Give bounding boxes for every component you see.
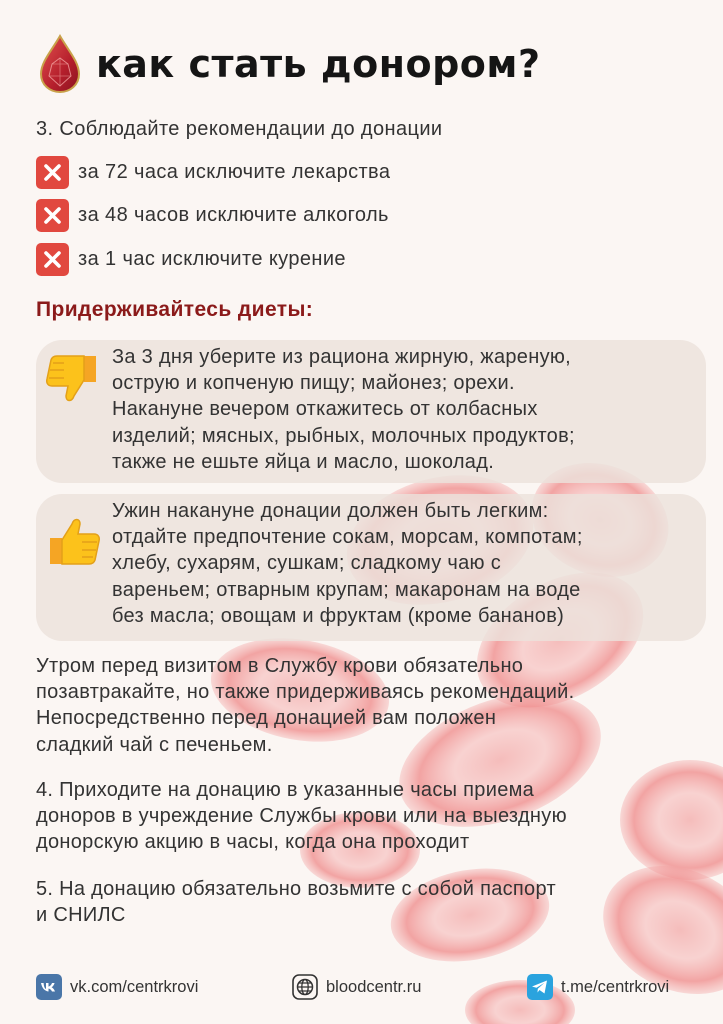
cross-icon	[36, 199, 69, 232]
diet-allowed-card	[36, 494, 706, 641]
step-5-paragraph: 5. На донацию обязательно возьмите с собой паспорт и СНИЛС	[36, 878, 556, 927]
footer-vk-text: vk.com/centrkrovi	[70, 977, 199, 996]
footer-telegram-link[interactable]	[527, 973, 669, 1001]
cross-icon	[36, 156, 69, 189]
thumbs-down-icon	[42, 348, 104, 410]
footer-website-text: bloodcentr.ru	[326, 977, 422, 996]
diet-allowed-text: Ужин накануне донации должен быть легким: отдайте предпочтение сокам, морсам, компотам; хлебу, сухарям, сушкам; сладкому чаю с вареньем; отварным крупам; макаронам на воде без масла; овощам и фруктам (кроме бананов)	[112, 500, 583, 627]
footer-telegram-text: t.me/centrkrovi	[561, 977, 670, 996]
restriction-text: за 48 часов исключите алкоголь	[78, 203, 389, 226]
restriction-item	[36, 198, 389, 232]
blood-drop-icon	[38, 34, 82, 94]
page-header	[38, 34, 541, 94]
diet-avoid-card	[36, 340, 706, 483]
diet-heading: Придерживайтесь диеты:	[36, 298, 314, 321]
footer-website-link[interactable]	[292, 973, 421, 1001]
restriction-item	[36, 242, 346, 276]
vk-icon	[36, 974, 62, 1000]
morning-paragraph: Утром перед визитом в Службу крови обязательно позавтракайте, но также придерживаясь рекомендаций. Непосредственно перед донацией вам положен сладкий чай с печеньем.	[36, 655, 575, 756]
footer-vk-link[interactable]	[36, 973, 198, 1001]
step-4-paragraph: 4. Приходите на донацию в указанные часы приема доноров в учреждение Службы крови или на выездную донорскую акцию в часы, когда она проходит	[36, 779, 567, 854]
restriction-text: за 1 час исключите курение	[78, 247, 346, 270]
restriction-text: за 72 часа исключите лекарства	[78, 160, 391, 183]
diet-avoid-text: За 3 дня уберите из рациона жирную, жареную, острую и копченую пищу; майонез; орехи. Накануне вечером откажитесь от колбасных изделий; мясных, рыбных, молочных продуктов; также не ешьте яйца и масло, шоколад.	[112, 346, 575, 473]
page-title: как стать донором?	[96, 42, 541, 86]
step-3-heading: 3. Соблюдайте рекомендации до донации	[36, 118, 443, 140]
cross-icon	[36, 243, 69, 276]
globe-icon	[292, 974, 318, 1000]
restriction-item	[36, 155, 390, 189]
thumbs-up-icon	[42, 510, 104, 572]
telegram-icon	[527, 974, 553, 1000]
